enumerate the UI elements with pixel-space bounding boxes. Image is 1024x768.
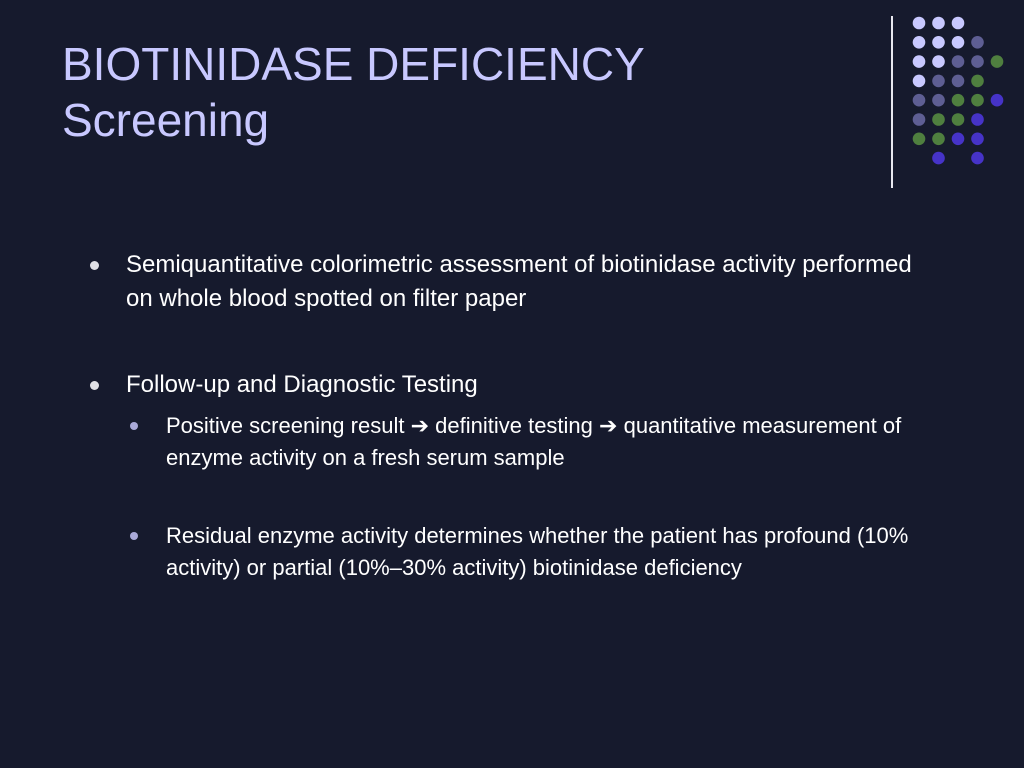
- slide-title-line-2: Screening: [62, 94, 270, 146]
- slide-title: [62, 36, 645, 148]
- decorative-dot: [932, 55, 945, 68]
- decorative-dot: [971, 152, 984, 165]
- decorative-dot: [952, 75, 965, 88]
- decorative-dot: [932, 152, 945, 165]
- sub-bullet-item-1: [166, 410, 926, 474]
- decorative-dot: [952, 94, 965, 107]
- decorative-dot: [913, 55, 926, 68]
- sub-bullet-text-part-1: Positive screening result: [166, 413, 405, 438]
- bullet-text: Follow-up and Diagnostic Testing: [126, 371, 478, 398]
- sub-bullet-dot: [130, 532, 138, 540]
- sub-bullet-text-part-2: definitive testing: [435, 413, 593, 438]
- decorative-dot: [913, 133, 926, 146]
- decorative-dot: [952, 113, 965, 126]
- sub-bullet-item-2: [166, 520, 926, 584]
- bullet-dot: [90, 381, 99, 390]
- decorative-dot: [971, 36, 984, 49]
- decorative-dot: [971, 55, 984, 68]
- bullet-dot: [90, 261, 99, 270]
- slide-title-line-1: BIOTINIDASE DEFICIENCY: [62, 38, 645, 90]
- decorative-dot: [952, 17, 965, 30]
- decorative-dot: [971, 75, 984, 88]
- arrow-right-icon: ➔: [599, 413, 618, 438]
- decorative-dot: [952, 133, 965, 146]
- decorative-dot: [913, 17, 926, 30]
- decorative-dot: [913, 113, 926, 126]
- decorative-dot: [932, 94, 945, 107]
- title-divider: [891, 16, 893, 188]
- decorative-dot: [932, 133, 945, 146]
- bullet-item-2: [126, 368, 916, 402]
- bullet-item-1: [126, 248, 916, 316]
- decorative-dot: [932, 75, 945, 88]
- decorative-dot: [971, 94, 984, 107]
- decorative-dot: [971, 113, 984, 126]
- decorative-dot: [932, 36, 945, 49]
- decorative-dot: [932, 17, 945, 30]
- sub-bullet-text: Residual enzyme activity determines whether the patient has profound (10% activity) or partial (10%–30% activity) biotinidase deficiency: [166, 523, 909, 580]
- bullet-text: Semiquantitative colorimetric assessment of biotinidase activity performed on whole blood spotted on filter paper: [126, 251, 912, 312]
- decorative-dot: [952, 36, 965, 49]
- decorative-dot: [991, 94, 1004, 107]
- decorative-dot: [991, 55, 1004, 68]
- sub-bullet-dot: [130, 422, 138, 430]
- decorative-dot-grid: [909, 13, 1019, 168]
- decorative-dot: [952, 55, 965, 68]
- decorative-dot: [932, 113, 945, 126]
- arrow-right-icon: ➔: [410, 413, 430, 438]
- sub-bullet-text-part-3: quantitative measurement of enzyme activity on a fresh serum sample: [166, 413, 902, 470]
- decorative-dot: [913, 94, 926, 107]
- decorative-dot: [913, 36, 926, 49]
- decorative-dot: [913, 75, 926, 88]
- decorative-dot: [971, 133, 984, 146]
